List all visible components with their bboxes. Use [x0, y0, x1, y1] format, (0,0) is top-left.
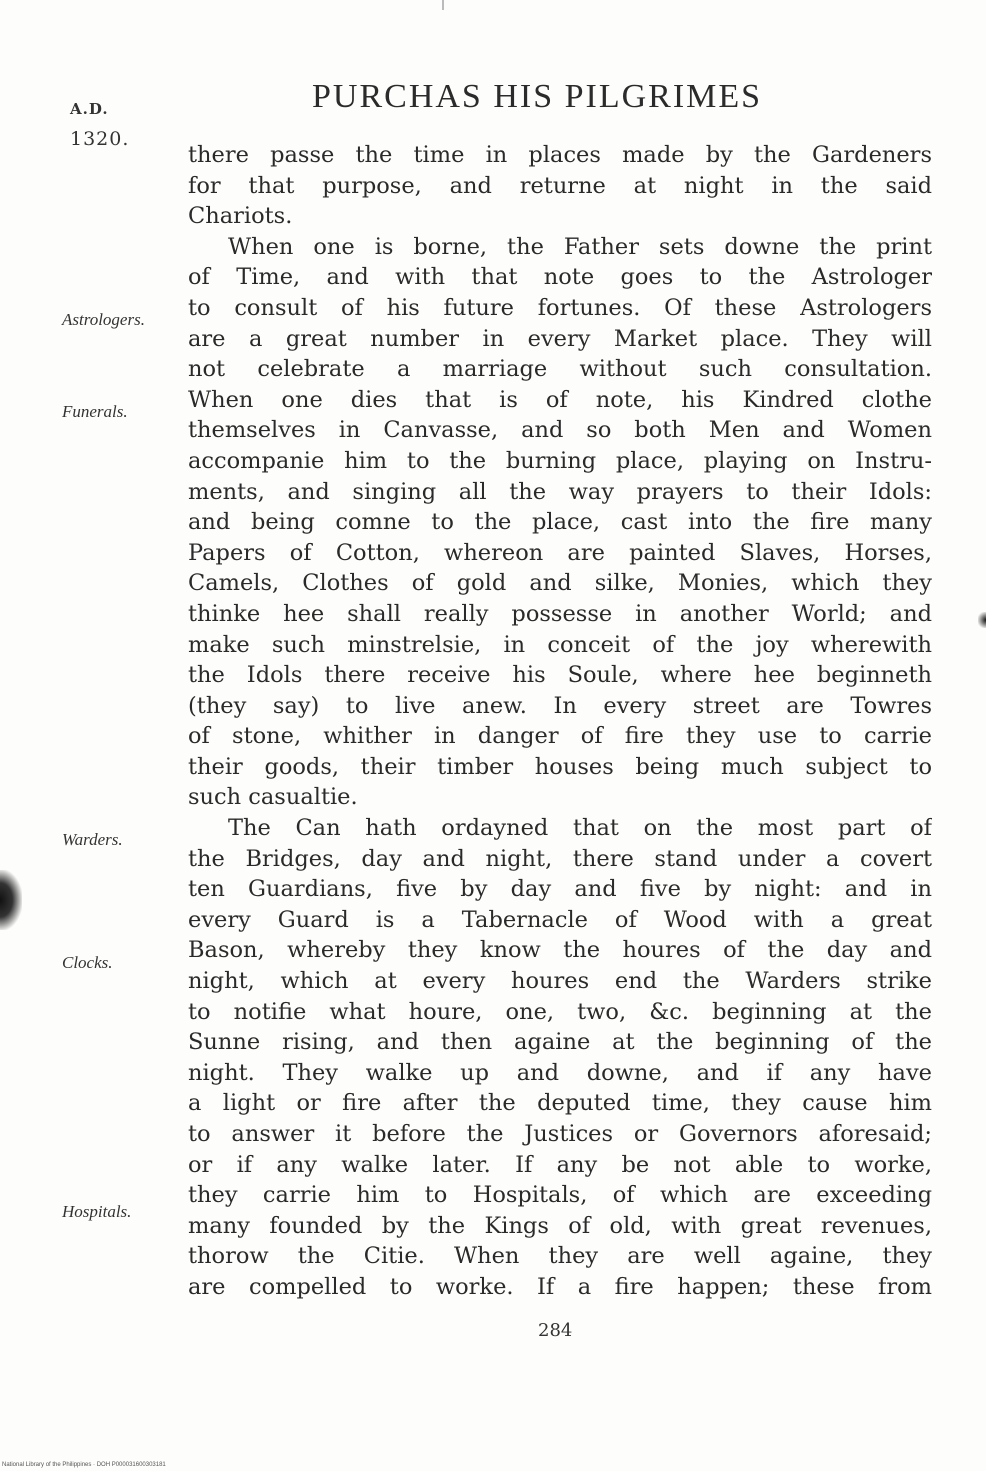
- text-line: for that purpose, and returne at night in the said: [188, 172, 932, 199]
- text-line: Sunne rising, and then againe at the beginning of the: [188, 1029, 932, 1056]
- text-line: Bason, whereby they know the houres of the day and: [188, 937, 932, 964]
- text-line: and being comne to the place, cast into the fire many: [188, 509, 932, 536]
- text-line: thinke hee shall really possesse in another World; and: [188, 600, 932, 627]
- text-line: ments, and singing all the way prayers to their Idols:: [188, 478, 932, 505]
- text-line: the Bridges, day and night, there stand under a covert: [188, 845, 932, 872]
- text-line: Chariots.: [188, 203, 293, 230]
- margin-note-funerals: Funerals.: [62, 402, 128, 421]
- text-line: thorow the Citie. When they are well againe, they: [188, 1243, 932, 1270]
- text-line: many founded by the Kings of old, with great revenues,: [188, 1212, 932, 1239]
- text-line: to notifie what houre, one, two, &c. beginning at the: [188, 998, 932, 1025]
- year-label: 1320.: [70, 128, 130, 150]
- text-line: every Guard is a Tabernacle of Wood with a great: [188, 906, 932, 933]
- running-title: PURCHAS HIS PILGRIMES: [312, 78, 763, 115]
- text-line: there passe the time in places made by the Gardeners: [188, 142, 932, 168]
- text-line: or if any walke later. If any be not able to worke,: [188, 1151, 932, 1178]
- text-line: The Can hath ordayned that on the most part of: [228, 815, 932, 842]
- text-line: (they say) to live anew. In every street are Towres: [188, 692, 932, 719]
- text-line: of stone, whither in danger of fire they use to carrie: [188, 723, 932, 750]
- text-line: a light or fire after the deputed time, they cause him: [188, 1090, 932, 1117]
- text-line: make such minstrelsie, in conceit of the joy wherewith: [188, 631, 932, 658]
- thumb-smudge-left: [0, 870, 22, 930]
- text-line: to answer it before the Justices or Governors aforesaid;: [188, 1121, 932, 1147]
- text-line: their goods, their timber houses being much subject to: [188, 753, 932, 780]
- era-label: A.D.: [70, 100, 109, 118]
- text-line: ten Guardians, five by day and five by night: and in: [188, 876, 932, 903]
- text-line: Camels, Clothes of gold and silke, Monies, which they: [188, 570, 932, 597]
- text-line: night. They walke up and downe, and if any have: [188, 1059, 932, 1086]
- scan-footer: National Library of the Philippines · DOH P000031600303181: [2, 1462, 166, 1468]
- text-line: such casualtie.: [188, 784, 358, 811]
- text-line: accompanie him to the burning place, playing on Instru-: [188, 447, 932, 474]
- text-line: the Idols there receive his Soule, where hee beginneth: [188, 662, 932, 689]
- page-number: 284: [538, 1320, 573, 1341]
- margin-note-astrologers: Astrologers.: [62, 310, 145, 329]
- text-line: are a great number in every Market place. They will: [188, 325, 932, 352]
- text-line: themselves in Canvasse, and so both Men and Women: [188, 417, 932, 444]
- text-line: to consult of his future fortunes. Of these Astrologers: [188, 294, 932, 321]
- page-edge-mark: [442, 0, 444, 10]
- margin-note-warders: Warders.: [62, 830, 123, 849]
- text-line: are compelled to worke. If a fire happen; these from: [188, 1273, 932, 1300]
- text-line: When one is borne, the Father sets downe the print: [228, 233, 932, 260]
- margin-note-clocks: Clocks.: [62, 953, 113, 972]
- text-line: night, which at every houres end the Warders strike: [188, 968, 932, 995]
- text-line: they carrie him to Hospitals, of which are exceeding: [188, 1182, 932, 1209]
- margin-note-hospitals: Hospitals.: [62, 1202, 132, 1221]
- text-line: When one dies that is of note, his Kindred clothe: [188, 386, 932, 413]
- text-line: not celebrate a marriage without such consultation.: [188, 356, 932, 383]
- text-line: Papers of Cotton, whereon are painted Slaves, Horses,: [188, 539, 932, 566]
- text-line: of Time, and with that note goes to the Astrologer: [188, 264, 932, 291]
- body-text: [188, 140, 932, 1303]
- ink-spot-right: [978, 612, 986, 628]
